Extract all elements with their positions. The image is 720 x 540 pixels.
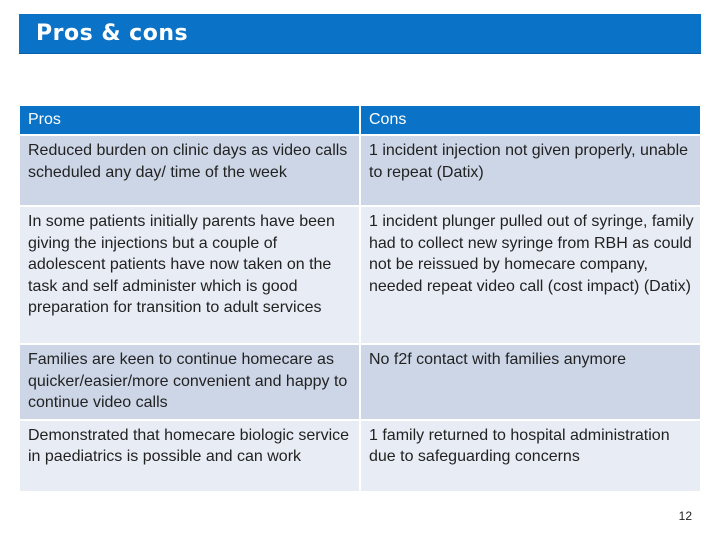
pro-cell: Families are keen to continue homecare as quicker/easier/more convenient and happy to continue video calls xyxy=(20,344,360,420)
con-cell: 1 incident injection not given properly, unable to repeat (Datix) xyxy=(360,135,700,206)
slide-title: Pros & cons xyxy=(36,21,189,46)
table-row xyxy=(20,420,700,492)
header-pros: Pros xyxy=(20,106,360,135)
pro-cell: Reduced burden on clinic days as video calls scheduled any day/ time of the week xyxy=(20,135,360,206)
page-number: 12 xyxy=(678,509,692,523)
pro-cell: Demonstrated that homecare biologic service in paediatrics is possible and can work xyxy=(20,420,360,492)
table-row xyxy=(20,344,700,420)
con-cell: No f2f contact with families anymore xyxy=(360,344,700,420)
table-row xyxy=(20,206,700,344)
header-cons: Cons xyxy=(360,106,700,135)
con-cell: 1 family returned to hospital administration due to safeguarding concerns xyxy=(360,420,700,492)
con-cell: 1 incident plunger pulled out of syringe, family had to collect new syringe from RBH as could not be reissued by homecare company, needed repeat video call (cost impact) (Datix) xyxy=(360,206,700,344)
pro-cell: In some patients initially parents have been giving the injections but a couple of adolescent patients have now taken on the task and self administer which is good preparation for transition to adult services xyxy=(20,206,360,344)
table-row xyxy=(20,135,700,206)
title-bar xyxy=(19,14,701,54)
table-header-row xyxy=(20,106,700,135)
pros-cons-table xyxy=(20,106,700,493)
